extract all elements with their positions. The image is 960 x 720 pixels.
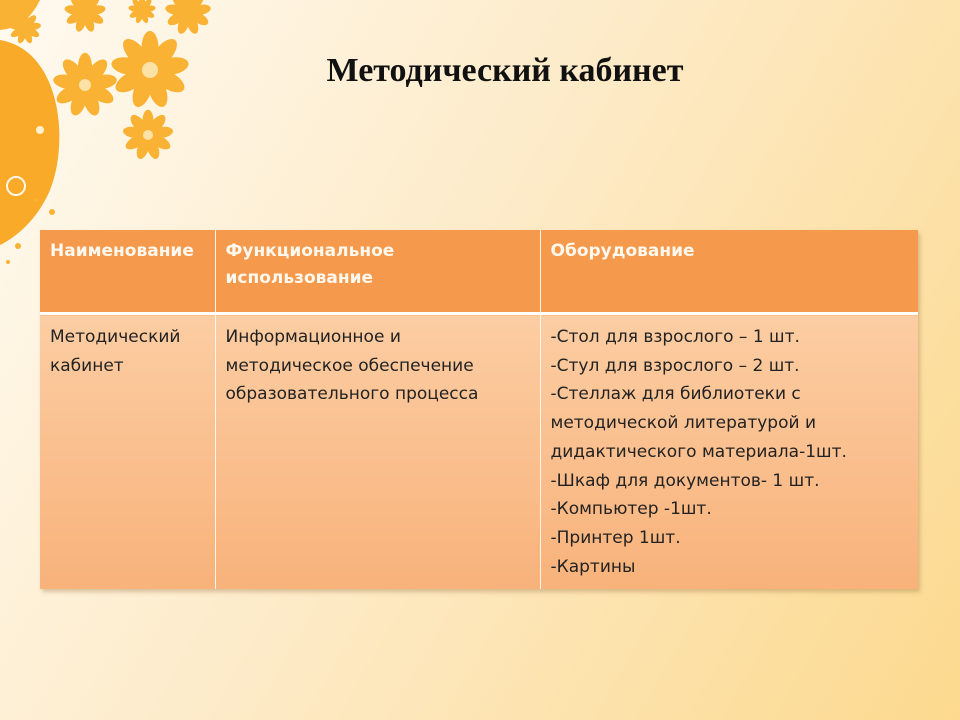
cell-usage: Информационное и методическое обеспечение образовательного процесса — [215, 314, 540, 590]
cell-equipment — [540, 314, 918, 590]
table-header-row — [40, 230, 918, 314]
header-usage: Функциональное использование — [215, 230, 540, 314]
equipment-table — [40, 230, 918, 589]
equipment-line: дидактического материала-1шт. — [550, 441, 847, 462]
equipment-line: -Стеллаж для библиотеки с — [550, 384, 801, 405]
equipment-line: -Шкаф для документов- 1 шт. — [550, 470, 820, 491]
equipment-line: -Стул для взрослого – 2 шт. — [550, 355, 800, 376]
equipment-line: -Принтер 1шт. — [550, 527, 681, 548]
slide-title: Методический кабинет — [326, 52, 684, 89]
header-name: Наименование — [40, 230, 215, 314]
cell-name: Методический кабинет — [40, 314, 215, 590]
equipment-line: -Стол для взрослого – 1 шт. — [550, 327, 800, 347]
table-row — [40, 314, 918, 590]
equipment-line: -Компьютер -1шт. — [550, 499, 712, 520]
equipment-line: -Картины — [550, 556, 636, 577]
equipment-line: методической литературой и — [550, 413, 817, 434]
header-equipment: Оборудование — [540, 230, 918, 314]
